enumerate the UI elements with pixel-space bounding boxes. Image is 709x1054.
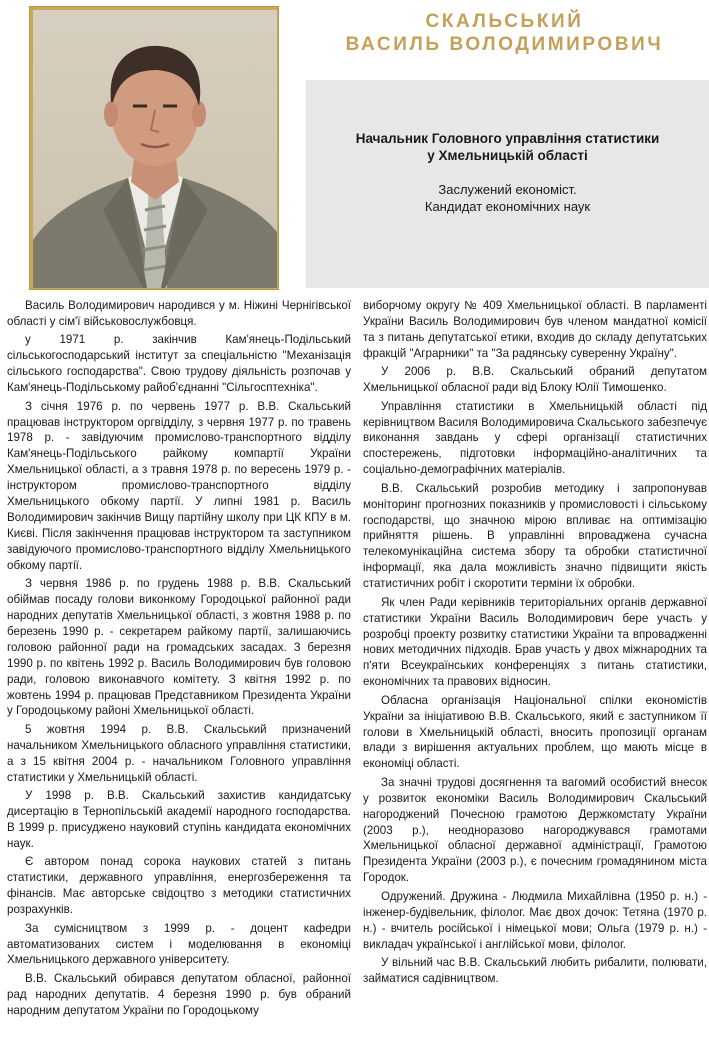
bio-paragraph: В.В. Скальський обирався депутатом обласної, районної рад народних депутатів. 4 березня 1990 р. був обраний народним депутатом України по Городоцькому xyxy=(7,971,351,1017)
bio-paragraph: Управління статистики в Хмельницькій області під керівництвом Василя Володимировича Скальського забезпечує виконання завдань у сфері організації статистичних спостережень, підготовки інформаційно-аналітичних та соціально-демографічних матеріалів. xyxy=(363,399,707,477)
photo-frame xyxy=(29,6,279,290)
biography-column-right xyxy=(363,298,707,989)
bio-paragraph: Є автором понад сорока наукових статей з питань статистики, державного управління, енергозбереження та фінансів. Має авторське свідоцтво з методики статистичних розрахунків. xyxy=(7,855,351,917)
bio-paragraph: З січня 1976 р. по червень 1977 р. В.В. Скальський працював інструктором оргвідділу, з червня 1977 р. по травень 1978 р. - завідуючим промислово-транспортного відділу Кам'янець-Подільського райкому компартії України Хмельницької області, а з травня 1978 р. по вересень 1979 р. - інструктором промислово-транспортного відділу Хмельницького обкому партії. У липні 1981 р. Василь Володимирович закінчив Вищу партійну школу при ЦК КПУ в м. Києві. Після закінчення працював інструктором та заступником завідуючого промислово-транспортного відділу Хмельницького обкому партії. xyxy=(7,399,351,572)
bio-paragraph: У вільний час В.В. Скальський любить рибалити, полювати, займатися садівництвом. xyxy=(363,956,707,985)
bio-paragraph: В.В. Скальський розробив методику і запропонував моніторинг прогнозних показників у промисловості і сільському господарстві, що значною мірою впливає на оптимізацію прийняття рішень. В управлінні впроваджена сучасна телекомунікаційна система збору та обробки статистичної інформації, яка дала можливість значно підвищити якість статистичних робіт і скоротити терміни їх обробки. xyxy=(363,481,707,591)
given-names: ВАСИЛЬ ВОЛОДИМИРОВИЧ xyxy=(345,34,664,55)
person-name xyxy=(300,10,709,56)
portrait-illustration xyxy=(33,10,277,288)
bio-paragraph: За сумісництвом з 1999 р. - доцент кафедри автоматизованих систем і моделювання в економіці Хмельницького державного університету. xyxy=(7,921,351,967)
title-box xyxy=(306,80,709,288)
biography-column-left xyxy=(7,298,351,1021)
bio-paragraph: У 2006 р. В.В. Скальський обраний депутатом Хмельницької обласної ради від Блоку Юлії Тимошенко. xyxy=(363,365,707,395)
bio-paragraph: Василь Володимирович народився у м. Ніжині Чернігівської області у сім'ї військовослужбовця. xyxy=(7,299,351,328)
honors-degree: Заслужений економіст. Кандидат економічних наук xyxy=(424,182,591,214)
bio-paragraph: За значні трудові досягнення та вагомий особистий внесок у розвиток економіки Василь Володимирович Скальський нагороджений Почесною грамотою Держкомстату України (2003 р.), неодноразово нагороджувався грамотами Хмельницької обласної державної адміністрації, Грамотою Президента України (2003 р.), є почесним громадянином міста Городок. xyxy=(363,775,707,885)
bio-paragraph: 5 жовтня 1994 р. В.В. Скальський призначений начальником Хмельницького обласного управління статистики, а з 15 квітня 2004 р. - начальником Головного управління статистики у Хмельницькій області. xyxy=(7,722,351,784)
surname: СКАЛЬСЬКИЙ xyxy=(425,11,584,32)
bio-paragraph: Обласна організація Національної спілки економістів України за ініціативою В.В. Скальського, який є заступником її голови в Хмельницькій області, вносить пропозиції органам влади з вирішення актуальних проблем, що мають місце в економіці області. xyxy=(363,693,707,771)
bio-paragraph: У 1998 р. В.В. Скальський захистив кандидатську дисертацію в Тернопільській академії народного господарства. В 1999 р. присуджено науковий ступінь кандидата економічних наук. xyxy=(7,789,351,850)
bio-paragraph: Як член Ради керівників територіальних органів державної статистики України Василь Володимирович бере участь у розробці проекту розвитку статистики України та впровадженні нових методичних підходів. Брав участь у двох міжнародних та п'яти Всеукраїнських конференціях з питань статистики, економічних та правових відносин. xyxy=(363,595,707,689)
bio-paragraph: З червня 1986 р. по грудень 1988 р. В.В. Скальський обіймав посаду голови виконкому Городоцької районної ради народних депутатів Хмельницької області, з жовтня 1988 р. по березень 1990 р. - секретарем райкому партії, залишаючись головою районної ради на громадських засадах. З березня 1990 р. по квітень 1992 р. Василь Володимирович був головою ради, головою виконавчого комітету. З квітня 1992 р. по жовтень 1994 р. працював Представником Президента України у Городоцькому районі Хмельницької області. xyxy=(7,577,351,718)
portrait-photo xyxy=(33,10,277,288)
bio-paragraph: Одружений. Дружина - Людмила Михайлівна (1950 р. н.) - інженер-будівельник, філолог. Має двох дочок: Тетяна (1970 р. н.) - вчитель російської і німецької мови; Ольга (1979 р. н.) - викладач української і англійської мови, філолог. xyxy=(363,889,707,951)
bio-paragraph: у 1971 р. закінчив Кам'янець-Подільський сільськогосподарський інститут за спеціальністю "Механізація сільського господарства". Свою трудову діяльність розпочав у Кам'янець-Подільському райоб'єднанні "Сільгосптехніка". xyxy=(7,333,351,395)
job-position: Начальник Головного управління статистики у Хмельницькій області xyxy=(355,131,660,163)
bio-paragraph: виборчому округу № 409 Хмельницької області. В парламенті України Василь Володимирович був членом мандатної комісії та з питань депутатської етики, входив до складу депутатських фракцій "Аграрники" та "За радянську суверенну Україну". xyxy=(363,299,707,360)
